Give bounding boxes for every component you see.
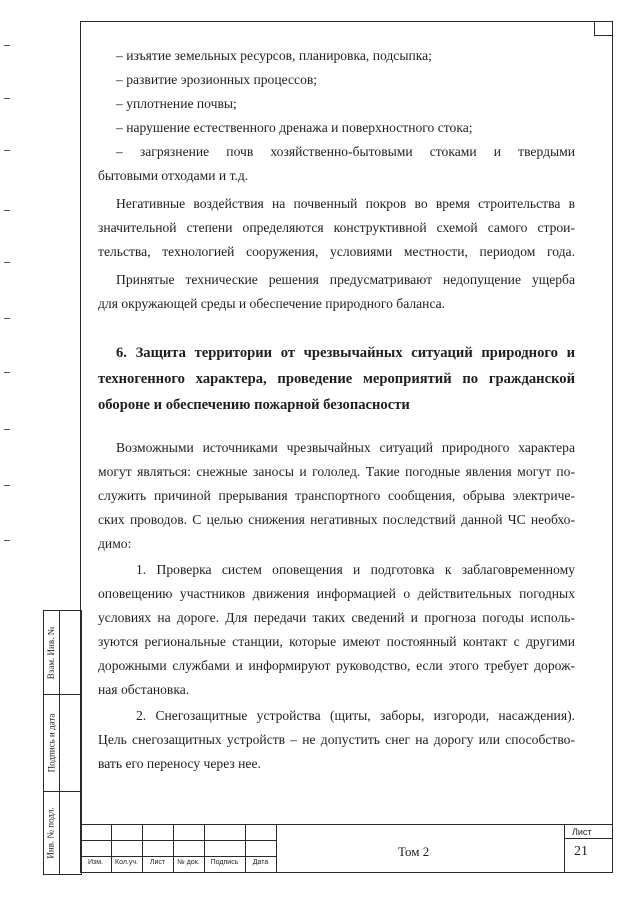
frame-top-line [80, 21, 612, 22]
text-line: бытовыми отходами и т.д. [98, 168, 249, 183]
paragraph-line: значительной степени определяются конструктивной схемой самого строи- [98, 220, 575, 235]
edge-tick [4, 98, 10, 99]
section-heading: обороне и обеспечению пожарной безопасности [98, 397, 410, 413]
paragraph-line: служить причиной прерывания транспортного сообщения, обрыва электриче- [98, 488, 575, 503]
title-block [80, 824, 612, 872]
edge-tick [4, 372, 10, 373]
list-item: – нарушение естественного дренажа и поверхностного стока; [116, 120, 473, 135]
col-label-izm: Изм. [88, 859, 103, 866]
edge-tick [4, 45, 10, 46]
title-block-sheet-line [564, 838, 612, 839]
frame-bottom-line [80, 872, 612, 873]
title-block-col-line [276, 824, 277, 872]
paragraph-line: вать его переносу через нее. [98, 756, 261, 771]
paragraph-line: Негативные воздействия на почвенный покров во время строительства в [116, 196, 575, 211]
col-label-podpis: Подпись [210, 859, 239, 866]
edge-tick [4, 429, 10, 430]
col-label-list: Лист [149, 859, 166, 866]
frame-corner-mark [594, 21, 613, 36]
margin-stamp [43, 610, 82, 875]
section-heading: техногенного характера, проведение мероприятий по гражданской [98, 371, 575, 387]
title-block-top-line [80, 824, 612, 825]
list-item: – развитие эрозионных процессов; [116, 72, 318, 87]
list-item: – уплотнение почвы; [116, 96, 237, 111]
numbered-item: 1. Проверка систем оповещения и подготовка к заблаговременному [136, 562, 575, 577]
paragraph-line: условиях на дороге. Для передачи таких сведений и прогноза погоды исполь- [98, 610, 575, 625]
frame-right-line [612, 21, 613, 873]
sheet-label: Лист [572, 827, 592, 837]
paragraph-line: ских проводов. С целью снижения негативных последствий данной ЧС необхо- [98, 512, 575, 527]
paragraph-line: Возможными источниками чрезвычайных ситуаций природного характера [116, 440, 575, 455]
col-label-data: Дата [252, 859, 269, 866]
col-label-doc: № док. [177, 859, 200, 866]
col-label-kol: Кол.уч. [115, 859, 138, 866]
paragraph-line: Цель снегозащитных устройств – не допустить снег на дорогу или способство- [98, 732, 575, 747]
edge-tick [4, 485, 10, 486]
paragraph-line: для окружающей среды и обеспечение природного баланса. [98, 296, 446, 311]
title-block-col-line [564, 824, 565, 872]
page-number: 21 [574, 844, 588, 859]
edge-tick [4, 210, 10, 211]
paragraph-line: тельства, технологией сооружения, условиями местности, периодом года. [98, 244, 575, 259]
stamp-label-podpis: Подпись и дата [46, 713, 56, 772]
section-heading: 6. Защита территории от чрезвычайных ситуаций природного и [116, 345, 575, 361]
paragraph-line: могут являться: снежные заносы и гололед. Такие погодные явления могут по- [98, 464, 575, 479]
title-block-row-line [80, 840, 276, 841]
stamp-divider [59, 611, 60, 874]
paragraph-line: дорожными службами и информируют руководство, если этого требует дорож- [98, 658, 575, 673]
paragraph-line: димо: [98, 536, 132, 551]
edge-tick [4, 262, 10, 263]
paragraph-line: зуются региональные станции, которые имеют постоянный контакт с другими [98, 634, 575, 649]
edge-tick [4, 540, 10, 541]
paragraph-line: оповещению участников движения информацией о действительных погодных [98, 586, 575, 601]
stamp-label-vzam: Взам. Инв. № [46, 626, 56, 679]
stamp-label-inv: Инв. № подл. [46, 806, 56, 859]
edge-tick [4, 150, 10, 151]
list-item: – загрязнение почв хозяйственно-бытовыми стоками и твердыми [116, 144, 575, 159]
paragraph-line: ная обстановка. [98, 682, 190, 697]
list-item: – изъятие земельных ресурсов, планировка, подсыпка; [116, 48, 432, 63]
paragraph-line: Принятые технические решения предусматривают недопущение ущерба [116, 272, 575, 287]
title-block-row-line [80, 856, 276, 857]
numbered-item: 2. Снегозащитные устройства (щиты, заборы, изгороди, насаждения). [136, 708, 575, 723]
edge-tick [4, 318, 10, 319]
volume-label: Том 2 [398, 844, 430, 859]
